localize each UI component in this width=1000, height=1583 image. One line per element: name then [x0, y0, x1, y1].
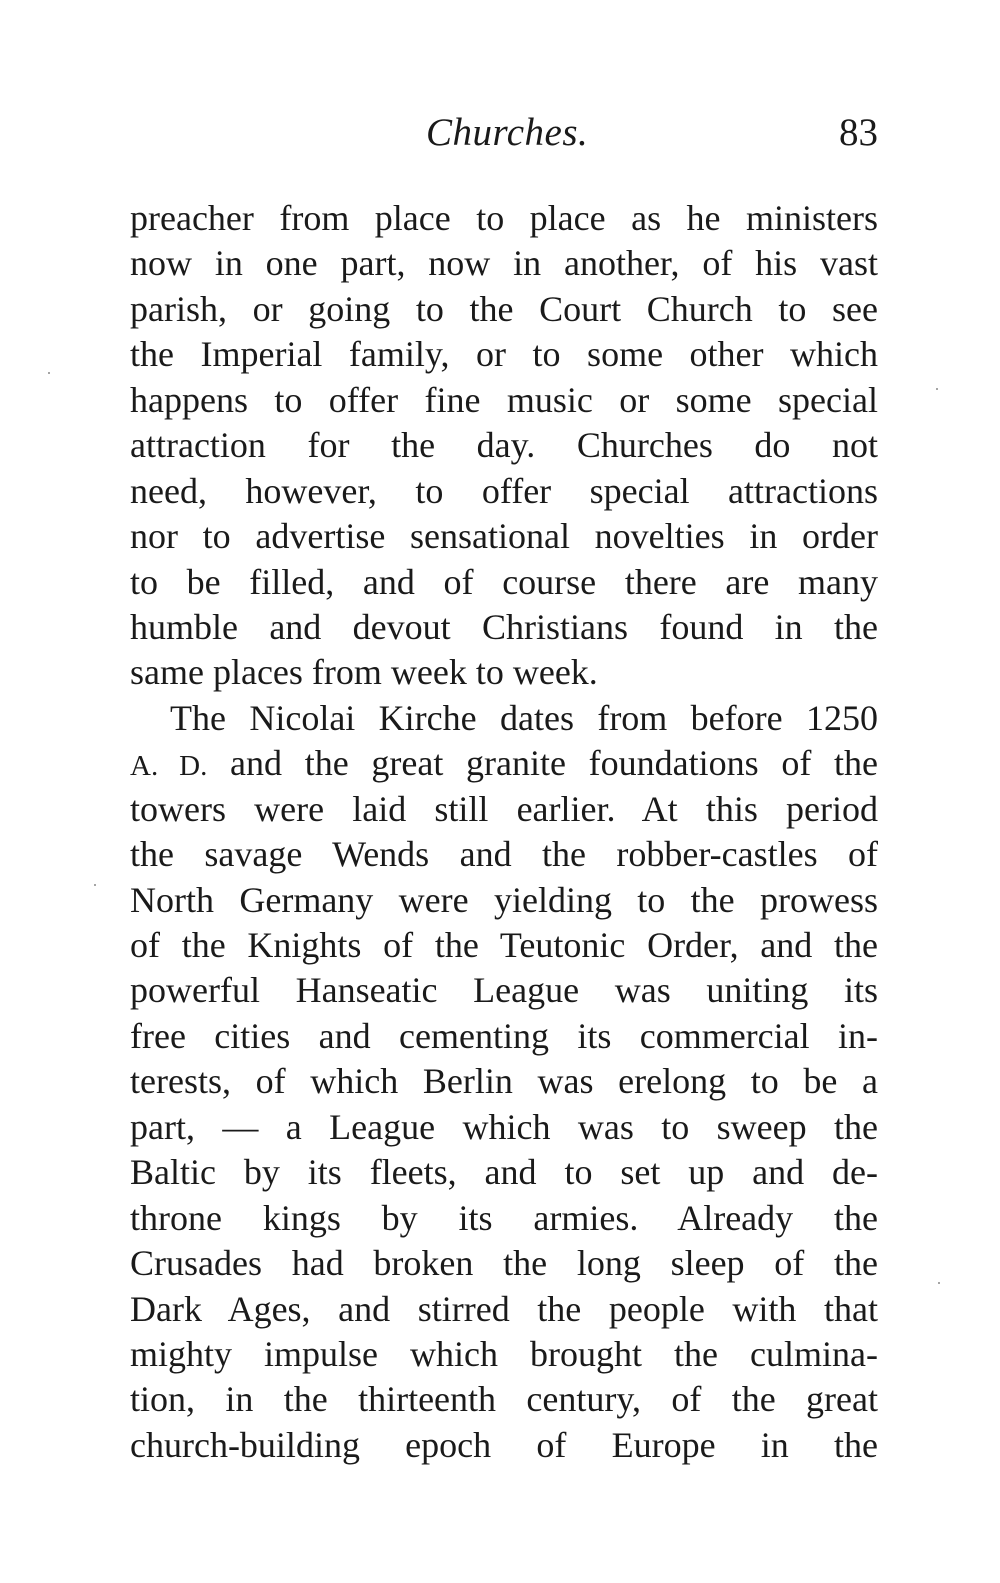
- page-number: 83: [839, 111, 878, 154]
- text-line: The Nicolai Kirche dates from before 1250: [170, 697, 878, 738]
- text-line: the savage Wends and the robber-castles of: [130, 834, 878, 875]
- text-line: of the Knights of the Teutonic Order, and the: [130, 925, 878, 965]
- paragraph-1: [130, 196, 878, 696]
- paper-speck: [936, 388, 938, 390]
- text-line: happens to offer fine music or some special: [130, 379, 878, 420]
- text-line: Dark Ages, and stirred the people with that: [130, 1288, 878, 1329]
- text-line: tion, in the thirteenth century, of the great: [130, 1379, 878, 1420]
- paper-speck: [94, 884, 96, 886]
- text-line: the Imperial family, or to some other which: [130, 334, 878, 375]
- text-line: mighty impulse which brought the culmina-: [130, 1333, 878, 1374]
- paper-speck: [48, 372, 50, 374]
- era-abbreviation: A. D.: [130, 750, 208, 783]
- text-line: preacher from place to place as he ministers: [130, 198, 878, 238]
- text-line: North Germany were yielding to the prowess: [130, 879, 878, 920]
- text-line: free cities and cementing its commercial in-: [130, 1015, 878, 1056]
- text-line: now in one part, now in another, of his vast: [130, 243, 878, 284]
- text-line: church-building epoch of Europe in the: [130, 1424, 878, 1465]
- text-line: [130, 741, 878, 786]
- text-line: attraction for the day. Churches do not: [130, 425, 878, 466]
- running-head: [130, 110, 878, 160]
- text-line: humble and devout Christians found in the: [130, 606, 878, 647]
- text-line-rest: and the great granite foundations of the: [207, 743, 879, 784]
- paragraph-2: [130, 696, 878, 1468]
- text-line: part, — a League which was to sweep the: [130, 1106, 878, 1147]
- body-text: [130, 196, 878, 1468]
- text-line: need, however, to offer special attractions: [130, 470, 878, 511]
- text-line: to be filled, and of course there are many: [130, 561, 878, 602]
- text-line: towers were laid still earlier. At this period: [130, 788, 878, 829]
- text-line: Baltic by its fleets, and to set up and de-: [130, 1152, 878, 1193]
- running-title: Churches.: [426, 111, 589, 154]
- text-line: nor to advertise sensational novelties in order: [130, 516, 878, 557]
- text-line: throne kings by its armies. Already the: [130, 1197, 878, 1238]
- text-line: same places from week to week.: [130, 652, 598, 693]
- text-line: terests, of which Berlin was erelong to be a: [130, 1061, 878, 1102]
- text-line: Crusades had broken the long sleep of the: [130, 1243, 878, 1284]
- text-line: powerful Hanseatic League was uniting its: [130, 970, 878, 1011]
- paper-speck: [938, 1282, 940, 1284]
- text-line: parish, or going to the Court Church to see: [130, 288, 878, 329]
